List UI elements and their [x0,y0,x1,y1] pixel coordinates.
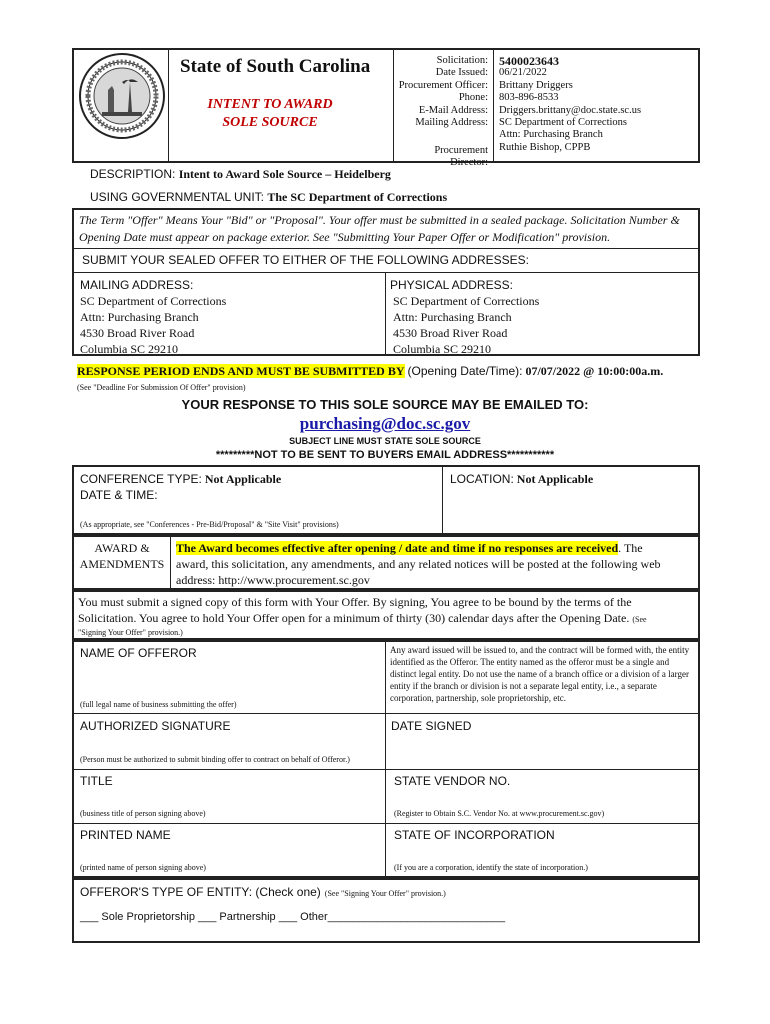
unit-row [90,190,447,205]
response-highlight: RESPONSE PERIOD ENDS AND MUST BE SUBMITTED BY [77,364,405,378]
sign-notice-l3: "Signing Your Offer" provision.) [78,628,183,637]
email-warning: *********NOT TO BE SENT TO BUYERS EMAIL ADDRESS*********** [215,449,555,461]
unit-label: USING GOVERNMENTAL UNIT: [90,190,265,204]
award-rest-3: address: http://www.procurement.sc.gov [176,573,370,587]
location-value: Not Applicable [516,472,594,486]
state-title: State of South Carolina [180,56,371,77]
offer-notice: The Term "Offer" Means Your "Bid" or "Proposal". Your offer must be submitted in a sealed package. Solicitation Number & Opening Date must appear on package exterior. See "Submitting Your Paper Offer or Modification" provision. [79,213,680,244]
title-label: TITLE [80,774,113,788]
header-labels [395,55,488,129]
label-director: Procurement Director: [434,145,488,169]
label-phone: Phone: [458,92,488,104]
award-label [74,540,170,572]
sign-notice-l2: Solicitation. You agree to hold Your Offer open for a minimum of thirty (30) calendar days after the Opening Date. [78,611,630,625]
email-heading: YOUR RESPONSE TO THIS SOLE SOURCE MAY BE EMAILED TO: [181,397,589,412]
conference-divider [442,465,443,535]
physical-l3: 4530 Broad River Road [393,326,508,340]
award-label-divider [170,535,171,590]
conference-type-label: CONFERENCE TYPE: [80,472,202,486]
award-rest-2: award, this solicitation, any amendments, and any related notices will be posted at the following web [176,557,661,571]
address-divider [385,272,386,356]
response-note: (See "Deadline For Submission Of Offer" provision) [77,383,246,392]
officer-email: Driggers.brittany@doc.state.sc.us [499,104,642,116]
entity-heading-row [80,883,446,901]
location-label: LOCATION: [450,472,514,486]
physical-title: PHYSICAL ADDRESS: [390,278,513,292]
conference-type-value: Not Applicable [204,472,282,486]
intent-line-1: INTENT TO AWARD [207,97,333,112]
header-divider-left [168,48,169,163]
award-highlight: The Award becomes effective after opening / date and time if no responses are received [176,541,619,555]
notice-divider [72,248,700,249]
label-mailing: Mailing Address: [415,117,488,129]
director-name: Ruthie Bishop, CPPB [499,141,591,153]
conference-type-row [80,472,281,487]
award-text [176,540,696,588]
label-officer: Procurement Officer: [398,79,488,91]
title-note: (business title of person signing above) [80,809,206,818]
physical-l1: SC Department of Corrections [393,294,540,308]
description-row [90,167,391,182]
description-label: DESCRIPTION: [90,167,176,181]
mailing-line-1: SC Department of Corrections [499,117,628,129]
solicitation-number: 5400023643 [499,54,559,68]
description-value: Intent to Award Sole Source – Heidelberg [178,167,391,181]
conference-note: (As appropriate, see "Conferences - Pre-Bid/Proposal" & "Site Visit" provisions) [80,520,339,529]
award-label-2: AMENDMENTS [79,557,165,571]
intent-line-2: SOLE SOURCE [222,115,318,130]
label-email: E-Mail Address: [418,104,488,116]
physical-l2: Attn: Purchasing Branch [393,310,512,324]
vendor-note: (Register to Obtain S.C. Vendor No. at www.procurement.sc.gov) [394,809,605,818]
printed-note: (printed name of person signing above) [80,863,206,872]
label-date-issued: Date Issued: [435,67,488,79]
response-paren: (Opening Date/Time): [407,364,523,378]
label-solicitation: Solicitation: [436,55,488,66]
conference-datetime-label: DATE & TIME: [80,488,158,502]
date-signed-label: DATE SIGNED [391,719,472,733]
mailing-l2: Attn: Purchasing Branch [80,310,199,324]
entity-options[interactable]: ___ Sole Proprietorship ___ Partnership ___ Other_____________________________ [80,911,506,923]
header-values [499,55,697,154]
offeror-label: NAME OF OFFEROR [80,646,197,660]
fields-row-1 [72,713,700,714]
mailing-address [80,277,226,357]
mailing-line-2: Attn: Purchasing Branch [499,129,603,141]
officer-name: Brittany Driggers [499,79,573,91]
response-datetime: 07/07/2022 @ 10:00:00a.m. [525,364,664,378]
offeror-note: (full legal name of business submitting the offer) [80,700,237,709]
fields-row-2 [72,769,700,770]
sign-notice [78,594,698,638]
mailing-title: MAILING ADDRESS: [80,278,194,292]
unit-value: The SC Department of Corrections [267,190,448,204]
state-seal-icon [78,52,166,140]
incorp-note: (If you are a corporation, identify the state of incorporation.) [394,863,588,872]
email-link[interactable]: purchasing@doc.sc.gov [299,414,471,433]
vendor-label: STATE VENDOR NO. [394,774,511,788]
officer-phone: 803-896-8533 [499,92,559,104]
signature-label: AUTHORIZED SIGNATURE [80,719,231,733]
award-info: Any award issued will be issued to, and the contract will be formed with, the entity identified as the Offeror. The entity named as the offeror must be a single and distinct legal entity. Do not use the name of a branch office or a division of a larger entity if the branch or division is not a separate legal entity, i.e., a separate corporation, partnership, sole proprietorship, etc. [390,645,690,703]
award-rest-1: . The [618,541,643,555]
submit-divider [72,272,700,273]
mailing-l1: SC Department of Corrections [80,294,227,308]
printed-label: PRINTED NAME [80,828,171,842]
header-divider-right [393,48,394,163]
entity-heading-note: (See "Signing Your Offer" provision.) [324,889,446,898]
incorp-label: STATE OF INCORPORATION [394,828,555,842]
response-row [77,364,663,379]
fields-col-divider [385,640,386,878]
header-value-divider [493,48,494,163]
location-row [450,472,593,487]
sign-notice-l2-note: (See [632,615,647,624]
signature-note: (Person must be authorized to submit binding offer to contract on behalf of Offeror.) [80,755,350,764]
date-issued: 06/21/2022 [499,67,547,79]
mailing-l3: 4530 Broad River Road [80,326,195,340]
physical-l4: Columbia SC 29210 [393,342,492,356]
physical-address [390,277,539,357]
email-subject: SUBJECT LINE MUST STATE SOLE SOURCE [289,436,481,446]
submit-heading: SUBMIT YOUR SEALED OFFER TO EITHER OF THE FOLLOWING ADDRESSES: [82,253,529,267]
sign-notice-l1: You must submit a signed copy of this form with Your Offer. By signing, You agree to be bound by the terms of the [78,595,632,609]
fields-row-3 [72,823,700,824]
award-label-1: AWARD & [94,541,150,555]
mailing-l4: Columbia SC 29210 [80,342,179,356]
entity-heading: OFFEROR'S TYPE OF ENTITY: (Check one) [80,885,321,899]
